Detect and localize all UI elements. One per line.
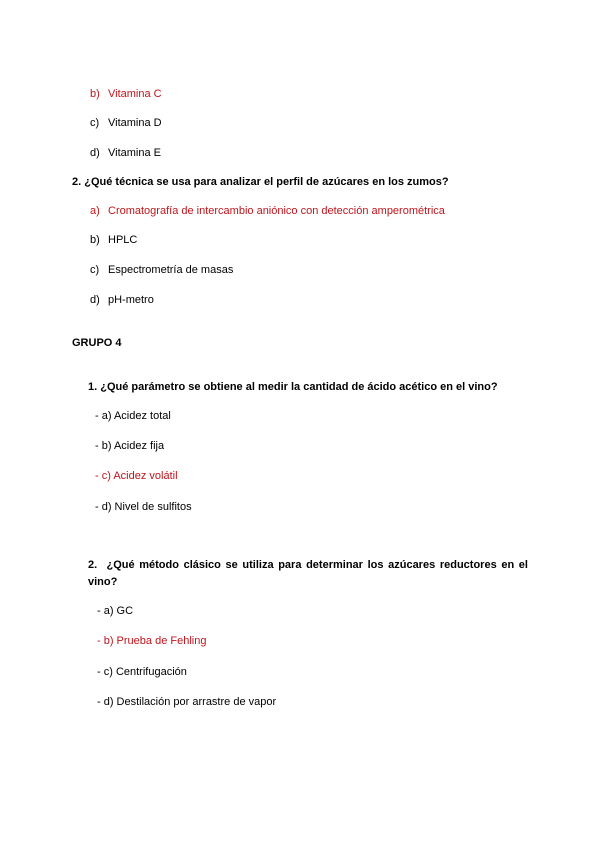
question-2-heading: 2. ¿Qué técnica se usa para analizar el perfil de azúcares en los zumos? [72,176,449,188]
q1-option-c: c) Vitamina D [90,117,162,129]
g4-q1-option-d: - d) Nivel de sulfitos [95,501,192,513]
group4-question-1-heading: 1. ¿Qué parámetro se obtiene al medir la cantidad de ácido acético en el vino? [88,381,498,393]
g4-q2-option-d: - d) Destilación por arrastre de vapor [97,696,277,708]
group-heading: GRUPO 4 [72,337,122,349]
q2-option-d: d) pH-metro [90,294,154,306]
g4-q1-option-a: - a) Acidez total [95,410,171,422]
g4-q1-option-b: - b) Acidez fija [95,440,165,452]
q2-option-a: a) Cromatografía de intercambio aniónico con detección amperométrica [90,205,445,217]
g4-q1-option-c: - c) Acidez volátil [95,470,178,482]
g4-q2-option-b: - b) Prueba de Fehling [97,635,207,647]
q1-option-d: d) Vitamina E [90,147,161,159]
g4-q2-option-a: - a) GC [97,605,134,617]
group4-question-2-heading: 2. ¿Qué método clásico se utiliza para determinar los azúcares reductores en el vino? [88,559,528,588]
q2-option-c: c) Espectrometría de masas [90,264,234,276]
q2-option-b: b) HPLC [90,234,138,246]
g4-q2-option-c: - c) Centrifugación [97,666,187,678]
q1-option-b: b) Vitamina C [90,88,162,100]
